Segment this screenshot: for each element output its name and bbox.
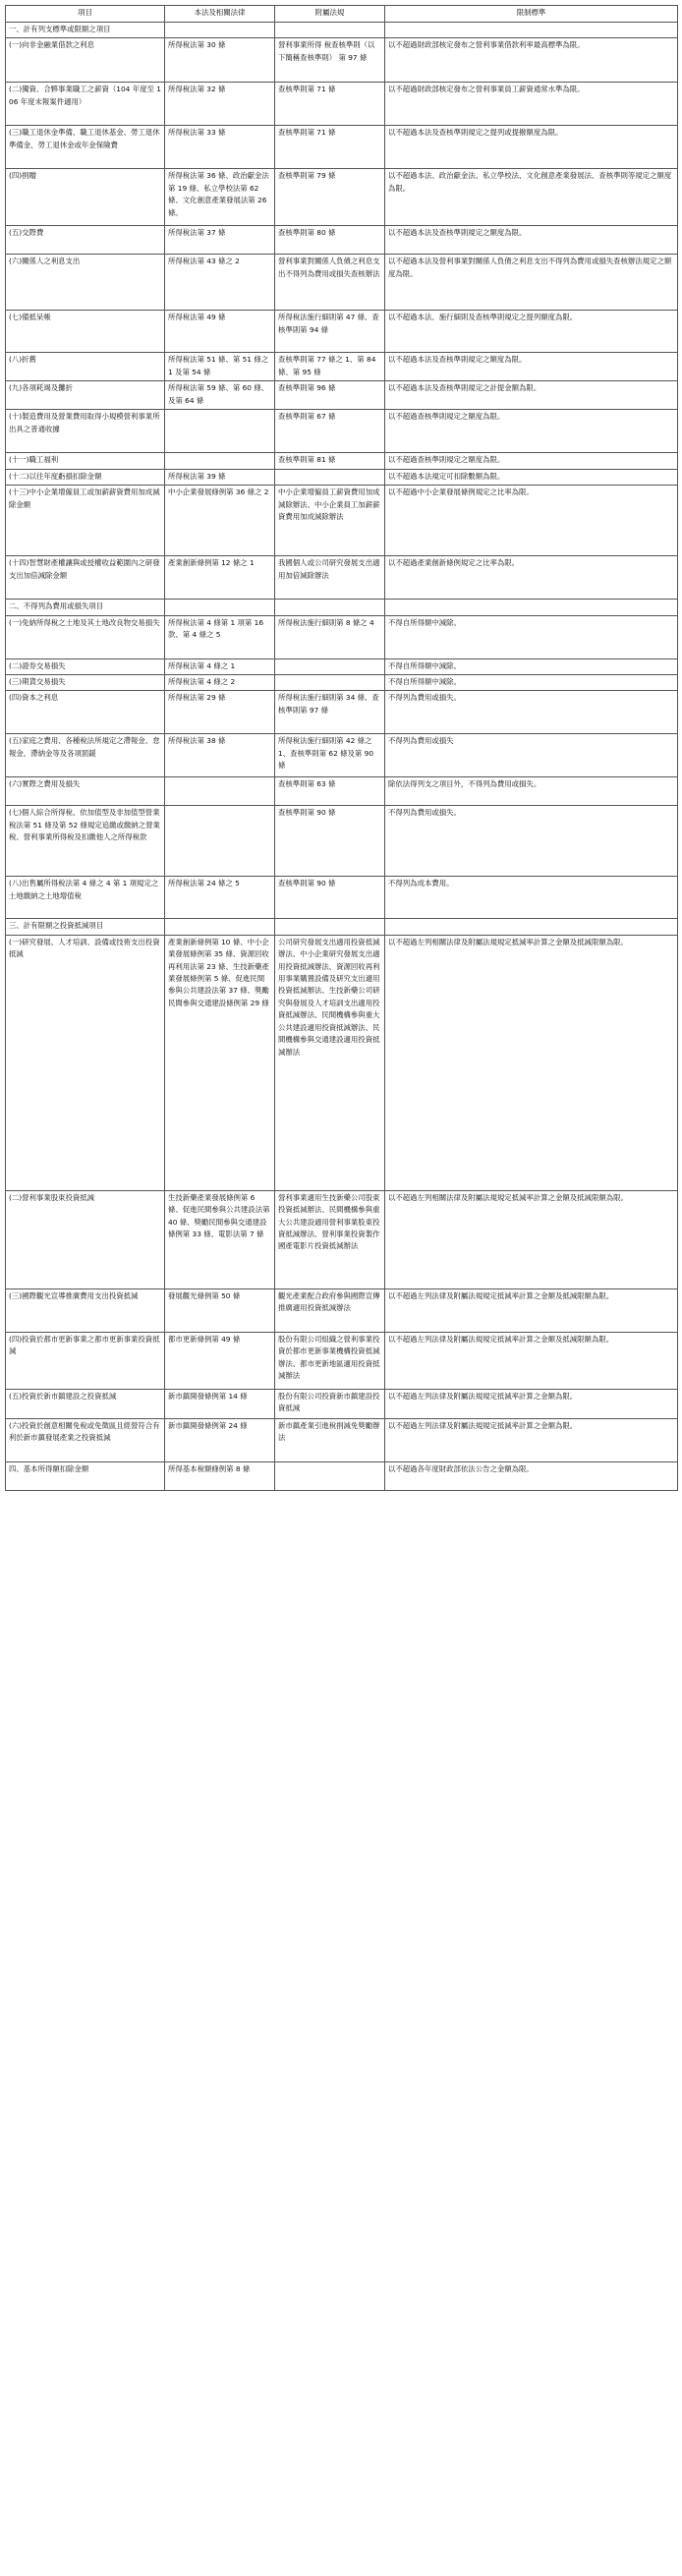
cell-regulation — [275, 600, 385, 615]
cell-limit: 不得自所得額中減除。 — [385, 615, 678, 658]
table-row — [6, 410, 678, 453]
cell-limit: 不得列為費用或損失。 — [385, 691, 678, 734]
cell-law: 所得稅法第 37 條 — [165, 226, 275, 255]
table-row — [6, 469, 678, 485]
cell-regulation: 查核準則第 77 條之 1、第 84 條、第 95 條 — [275, 353, 385, 381]
cell-item: (六)關係人之利息支出 — [6, 255, 165, 311]
cell-item: (五)家庭之費用、各種稅法所規定之滯報金、怠報金、滯納金等及各項罰鍰 — [6, 734, 165, 777]
cell-item: (五)投資於新市鎮建設之投資抵減 — [6, 1389, 165, 1418]
table-row — [6, 734, 678, 777]
cell-regulation — [275, 675, 385, 691]
cell-law: 所得稅法第 51 條、第 51 條之 1 及第 54 條 — [165, 353, 275, 381]
table-row — [6, 486, 678, 556]
category-row — [6, 23, 678, 38]
cell-regulation — [275, 469, 385, 485]
table-body — [6, 23, 678, 1491]
cell-regulation: 新市鎮產業引進稅捐減免獎勵辦法 — [275, 1418, 385, 1461]
table-row — [6, 675, 678, 691]
table-row — [6, 806, 678, 877]
cell-regulation: 所得稅法施行細則第 42 條之 1、查核準則第 62 條及第 90 條 — [275, 734, 385, 777]
cell-limit: 以不超過左列法律及附屬法規規定抵減率計算之金額及抵減限額為限。 — [385, 1288, 678, 1332]
cell-limit: 以不超過本法規定可扣除數額為限。 — [385, 469, 678, 485]
cell-regulation: 查核準則第 90 條 — [275, 806, 385, 877]
cell-regulation — [275, 919, 385, 935]
cell-limit: 以不超過左列法律及附屬法規規定抵減率計算之金額及抵減限額為限。 — [385, 1332, 678, 1389]
cell-regulation: 觀光產業配合政府參與國際宣傳推廣適用投資抵減辦法 — [275, 1288, 385, 1332]
cell-item: (一)研究發展、人才培訓、設備或技術支出投資抵減 — [6, 935, 165, 1190]
cell-item: (四)投資於都市更新事業之都市更新事業投資抵減 — [6, 1332, 165, 1389]
cell-law: 所得稅法第 59 條、第 60 條、及第 64 條 — [165, 381, 275, 410]
header-regulation: 附屬法規 — [275, 6, 385, 23]
cell-regulation: 查核準則第 63 條 — [275, 777, 385, 806]
cell-regulation: 查核準則第 96 條 — [275, 381, 385, 410]
table-row — [6, 935, 678, 1190]
table-row — [6, 1389, 678, 1418]
cell-law: 產業創新條例第 10 條、中小企業發展條例第 35 條、資源回收再利用法第 23 條、生技新藥產業發展條例第 5 條、促進民間參與公共建設法第 37 條、獎勵民間參與交通建設條例第 29 條 — [165, 935, 275, 1190]
cell-item: (六)投資於創意相關免稅或免徵區且經營符合有利於新市鎮發展產業之投資抵減 — [6, 1418, 165, 1461]
category-row — [6, 919, 678, 935]
table-row — [6, 658, 678, 674]
cell-item: (十一)職工福利 — [6, 453, 165, 469]
cell-law: 所得稅法第 4 條之 1 — [165, 658, 275, 674]
cell-law — [165, 410, 275, 453]
cell-limit — [385, 600, 678, 615]
table-row — [6, 226, 678, 255]
table-row — [6, 1190, 678, 1288]
cell-limit: 以不超過產業創新條例規定之比率為限。 — [385, 556, 678, 600]
cell-regulation: 股份有限公司組織之營利事業投資於都市更新事業機構投資抵減辦法、都市更新地區適用投資抵減辦法 — [275, 1332, 385, 1389]
tax-limit-table — [5, 5, 678, 1491]
cell-law: 產業創新條例第 12 條之 1 — [165, 556, 275, 600]
cell-item: 二、不得列為費用或損失項目 — [6, 600, 165, 615]
table-row — [6, 353, 678, 381]
cell-law: 都市更新條例第 49 條 — [165, 1332, 275, 1389]
header-law: 本法及相關法律 — [165, 6, 275, 23]
cell-item: 一、計有列支標準或限額之項目 — [6, 23, 165, 38]
cell-item: (十二)以往年度虧損扣除金額 — [6, 469, 165, 485]
table-row — [6, 1418, 678, 1461]
cell-limit: 不得列為成本費用。 — [385, 877, 678, 919]
cell-item: (三)職工退休金準備、職工退休基金、勞工退休準備金、勞工退休金或年金保險費 — [6, 126, 165, 169]
cell-limit: 以不超過財政部核定發布之營利事業員工薪資通常水準為限。 — [385, 83, 678, 126]
header-row — [6, 6, 678, 23]
cell-limit: 以不超過本法、政治獻金法、私立學校法、文化創意產業發展法、查核準則等規定之額度為限。 — [385, 169, 678, 226]
cell-limit: 以不超過左列法律及附屬法規規定抵減率計算之金額為限。 — [385, 1418, 678, 1461]
category-row — [6, 1461, 678, 1490]
cell-regulation: 所得稅法施行細則第 8 條之 4 — [275, 615, 385, 658]
cell-regulation: 營利事業適用生技新藥公司股東投資抵減辦法、民間機構參與重大公共建設適用營利事業股東投資抵減辦法、營利事業投資製作國產電影片投資抵減辦法 — [275, 1190, 385, 1288]
cell-law: 所得稅法第 32 條 — [165, 83, 275, 126]
header-item: 項目 — [6, 6, 165, 23]
table-row — [6, 381, 678, 410]
cell-limit: 以不超過本法及查核準則規定之計提金額為限。 — [385, 381, 678, 410]
cell-item: (八)折舊 — [6, 353, 165, 381]
cell-law: 所得稅法第 36 條、政治獻金法第 19 條、私立學校法第 62 條、文化創意產業發展法第 26 條。 — [165, 169, 275, 226]
cell-limit: 以不超過本法及營利事業對關係人負債之利息支出不得列為費用或損失查核辦法規定之額度為限。 — [385, 255, 678, 311]
cell-regulation: 營利事業所得 稅查核準則（以下簡稱查核準則） 第 97 條 — [275, 38, 385, 83]
cell-item: (七)備抵呆帳 — [6, 311, 165, 353]
cell-regulation: 所得稅法施行細則第 34 條、查核準則第 97 條 — [275, 691, 385, 734]
cell-regulation: 中小企業增僱員工薪資費用加成減除辦法、中小企業員工加薪薪資費用加成減除辦法 — [275, 486, 385, 556]
cell-item: (六)實際之費用及損失 — [6, 777, 165, 806]
cell-law: 新市鎮開發條例第 14 條 — [165, 1389, 275, 1418]
cell-law: 新市鎮開發條例第 24 條 — [165, 1418, 275, 1461]
cell-regulation — [275, 1461, 385, 1490]
cell-regulation — [275, 23, 385, 38]
table-row — [6, 615, 678, 658]
table-row — [6, 126, 678, 169]
cell-regulation: 我國個人或公司研究發展支出適用加倍減除辦法 — [275, 556, 385, 600]
cell-item: (九)各項耗竭及攤折 — [6, 381, 165, 410]
cell-item: 四、基本所得額扣除金額 — [6, 1461, 165, 1490]
cell-item: 三、計有限額之投資抵減項目 — [6, 919, 165, 935]
table-row — [6, 691, 678, 734]
cell-law: 所得稅法第 24 條之 5 — [165, 877, 275, 919]
cell-law: 所得稅法第 33 條 — [165, 126, 275, 169]
cell-limit: 不得自所得額中減除。 — [385, 675, 678, 691]
cell-item: (一)免納所得稅之土地及其土地改良物交易損失 — [6, 615, 165, 658]
cell-law — [165, 919, 275, 935]
cell-law: 所得稅法第 39 條 — [165, 469, 275, 485]
cell-item: (一)向非金融業借款之利息 — [6, 38, 165, 83]
table-row — [6, 1288, 678, 1332]
cell-item: (四)資本之利息 — [6, 691, 165, 734]
table-row — [6, 877, 678, 919]
cell-limit: 以不超過各年度財政部依法公告之金額為限。 — [385, 1461, 678, 1490]
cell-item: (十三)中小企業增僱員工或加薪薪資費用加成減除金額 — [6, 486, 165, 556]
cell-limit: 以不超過左列法律及附屬法規規定抵減率計算之金額為限。 — [385, 1389, 678, 1418]
table-row — [6, 556, 678, 600]
cell-law: 所得稅法第 4 條之 2 — [165, 675, 275, 691]
table-row — [6, 311, 678, 353]
cell-limit: 以不超過財政部核定發布之營利事業借款利率最高標準為限。 — [385, 38, 678, 83]
cell-law: 所得稅法第 29 條 — [165, 691, 275, 734]
cell-regulation: 股份有限公司投資新市鎮建設投資抵減 — [275, 1389, 385, 1418]
table-row — [6, 38, 678, 83]
cell-law: 所得稅法第 30 條 — [165, 38, 275, 83]
cell-regulation: 查核準則第 79 條 — [275, 169, 385, 226]
cell-item: (二)營利事業股東投資抵減 — [6, 1190, 165, 1288]
cell-item: (三)國際觀光宣導推廣費用支出投資抵減 — [6, 1288, 165, 1332]
cell-item: (十四)智慧財產權讓與或授權收益範圍內之研發支出加倍減除金額 — [6, 556, 165, 600]
cell-law: 所得稅法第 43 條之 2 — [165, 255, 275, 311]
cell-limit: 以不超過查核準則規定之額度為限。 — [385, 410, 678, 453]
cell-limit — [385, 23, 678, 38]
cell-law: 所得稅法第 49 條 — [165, 311, 275, 353]
cell-limit: 以不超過中小企業發展條例規定之比率為限。 — [385, 486, 678, 556]
cell-limit: 以不超過左列相關法律及附屬法規規定抵減率計算之金額及抵減限額為限。 — [385, 1190, 678, 1288]
cell-regulation — [275, 658, 385, 674]
table-row — [6, 83, 678, 126]
cell-regulation: 所得稅法施行細則第 47 條、查核準則第 94 條 — [275, 311, 385, 353]
cell-limit: 除依法得列支之項目外，不得列為費用或損失。 — [385, 777, 678, 806]
category-row — [6, 600, 678, 615]
table-row — [6, 453, 678, 469]
cell-limit: 以不超過左列相關法律及附屬法規規定抵減率計算之金額及抵減限額為限。 — [385, 935, 678, 1190]
cell-law: 所得基本稅額條例第 8 條 — [165, 1461, 275, 1490]
cell-law: 發展觀光條例第 50 條 — [165, 1288, 275, 1332]
cell-limit: 以不超過查核準則規定之額度為限。 — [385, 453, 678, 469]
cell-law: 所得稅法第 4 條第 1 項第 16 款、第 4 條之 5 — [165, 615, 275, 658]
cell-limit: 以不超過本法及查核準則規定之提列或提撥額度為限。 — [385, 126, 678, 169]
header-limit-standard: 限制標準 — [385, 6, 678, 23]
cell-item: (七)個人綜合所得稅、依加值型及非加值型營業稅法第 51 條及第 52 條規定追繳或繳納之營業稅、營利事業所得稅及扣繳他人之所得稅款 — [6, 806, 165, 877]
cell-regulation: 查核準則第 67 條 — [275, 410, 385, 453]
cell-limit: 以不超過本法及查核準則規定之額度為限。 — [385, 353, 678, 381]
cell-law — [165, 453, 275, 469]
table-row — [6, 1332, 678, 1389]
cell-regulation: 查核準則第 90 條 — [275, 877, 385, 919]
table-row — [6, 777, 678, 806]
cell-limit: 不得自所得額中減除。 — [385, 658, 678, 674]
cell-law — [165, 600, 275, 615]
cell-regulation: 營利事業對關係人負債之利息支出不得列為費用或損失查核辦法 — [275, 255, 385, 311]
cell-item: (五)交際費 — [6, 226, 165, 255]
cell-item: (二)獨資、合夥事業職工之薪資（104 年度至 106 年度未報案件適用） — [6, 83, 165, 126]
cell-law — [165, 806, 275, 877]
table-row — [6, 255, 678, 311]
cell-item: (三)期貨交易損失 — [6, 675, 165, 691]
cell-item: (二)證券交易損失 — [6, 658, 165, 674]
cell-regulation: 查核準則第 80 條 — [275, 226, 385, 255]
cell-regulation: 查核準則第 81 條 — [275, 453, 385, 469]
cell-law — [165, 23, 275, 38]
cell-regulation: 查核準則第 71 條 — [275, 126, 385, 169]
cell-item: (八)出售屬所得稅法第 4 條之 4 第 1 項規定之土地繳納之土地增值稅 — [6, 877, 165, 919]
cell-limit — [385, 919, 678, 935]
table-row — [6, 169, 678, 226]
cell-law — [165, 777, 275, 806]
cell-regulation: 公司研究發展支出適用投資抵減辦法、中小企業研究發展支出適用投資抵減辦法、資源回收再利用事業購置設備及研究支出適用投資抵減辦法、生技新藥公司研究與發展及人才培訓支出適用投資抵減辦法、民間機構參與重大公共建設適用投資抵減辦法、民間機構參與交通建設適用投資抵減辦法 — [275, 935, 385, 1190]
cell-item: (四)捐贈 — [6, 169, 165, 226]
cell-law: 所得稅法第 38 條 — [165, 734, 275, 777]
cell-limit: 以不超過本法、施行細則及查核準則規定之提列額度為限。 — [385, 311, 678, 353]
cell-limit: 不得列為費用或損失 — [385, 734, 678, 777]
cell-limit: 以不超過本法及查核準則規定之額度為限。 — [385, 226, 678, 255]
cell-law: 中小企業發展條例第 36 條之 2 — [165, 486, 275, 556]
cell-limit: 不得列為費用或損失。 — [385, 806, 678, 877]
cell-item: (十)製造費用及營業費用取得小規模營利事業所出具之普通收據 — [6, 410, 165, 453]
cell-regulation: 查核準則第 71 條 — [275, 83, 385, 126]
cell-law: 生技新藥產業發展條例第 6 條、促進民間參與公共建設法第 40 條、獎勵民間參與交通建設條例第 33 條、電影法第 7 條 — [165, 1190, 275, 1288]
